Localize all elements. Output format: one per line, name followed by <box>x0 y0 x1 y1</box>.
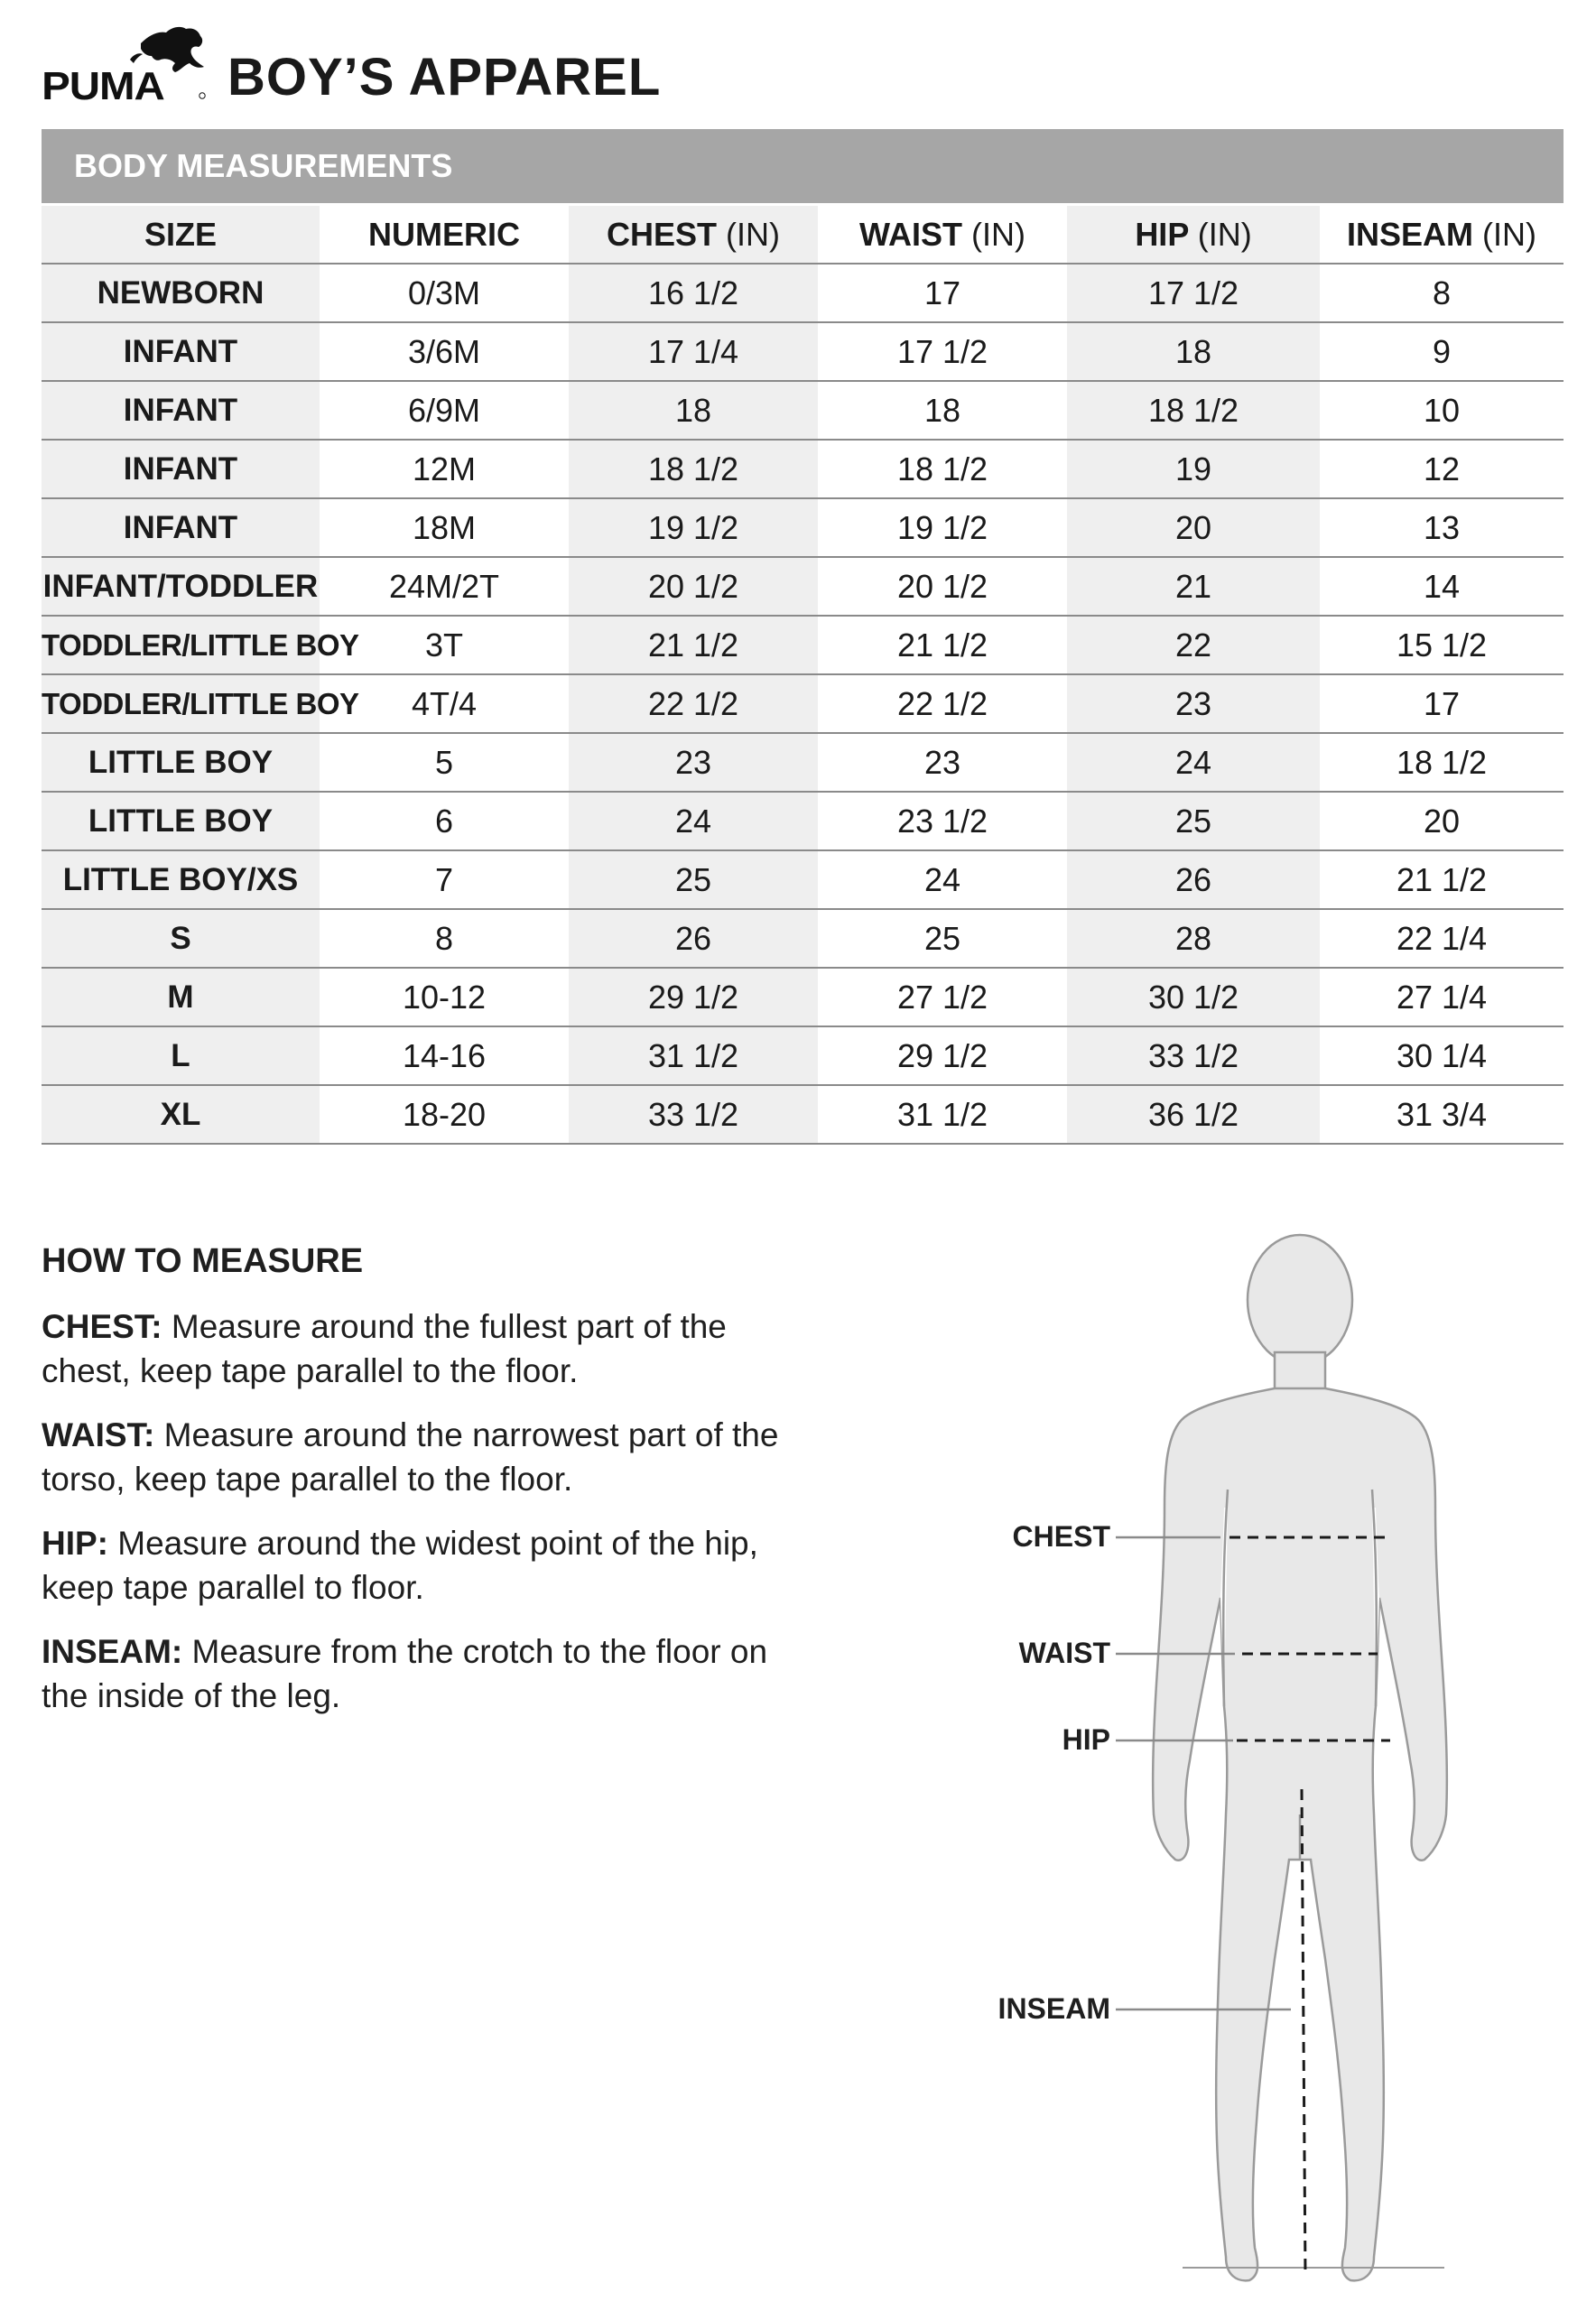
hip-label: HIP <box>1062 1723 1110 1756</box>
measurement-cell: 21 1/2 <box>818 616 1067 674</box>
size-cell: S <box>42 909 320 968</box>
measure-description: Measure around the widest point of the hip, keep tape parallel to floor. <box>42 1525 758 1606</box>
measurement-cell: 20 1/2 <box>818 557 1067 616</box>
measurement-cell: 21 <box>1067 557 1320 616</box>
measurement-cell: 18 1/2 <box>1320 733 1564 792</box>
table-row <box>42 616 1564 674</box>
body-measurement-figure <box>939 1237 1480 2293</box>
column-header <box>1320 206 1564 264</box>
size-cell: INFANT <box>42 440 320 498</box>
measure-instruction <box>42 1629 800 1718</box>
measure-term: HIP: <box>42 1525 108 1562</box>
column-header <box>320 206 569 264</box>
size-cell: INFANT <box>42 322 320 381</box>
size-cell: LITTLE BOY <box>42 733 320 792</box>
column-header-unit: (IN) <box>1482 215 1536 253</box>
measurement-cell: 18 1/2 <box>1067 381 1320 440</box>
table-row <box>42 968 1564 1026</box>
measure-term: WAIST: <box>42 1416 155 1453</box>
measurement-cell: 14-16 <box>320 1026 569 1085</box>
measurement-cell: 3/6M <box>320 322 569 381</box>
measurement-cell: 3T <box>320 616 569 674</box>
measurement-cell: 20 <box>1320 792 1564 850</box>
measurement-cell: 20 1/2 <box>569 557 818 616</box>
measure-instruction <box>42 1521 800 1610</box>
measure-term: CHEST: <box>42 1308 162 1345</box>
measurement-cell: 8 <box>1320 264 1564 322</box>
measurement-cell: 6/9M <box>320 381 569 440</box>
measurement-cell: 17 1/2 <box>1067 264 1320 322</box>
measurement-cell: 28 <box>1067 909 1320 968</box>
column-header-label: WAIST <box>859 215 962 253</box>
measurement-cell: 26 <box>569 909 818 968</box>
column-header-label: NUMERIC <box>368 215 520 253</box>
table-row <box>42 733 1564 792</box>
measurement-cell: 12M <box>320 440 569 498</box>
measurement-cell: 18 <box>569 381 818 440</box>
size-cell: M <box>42 968 320 1026</box>
table-row <box>42 1085 1564 1144</box>
measurement-cell: 18 <box>818 381 1067 440</box>
measurement-cell: 15 1/2 <box>1320 616 1564 674</box>
body-silhouette-illustration <box>939 1237 1480 2293</box>
measurement-cell: 9 <box>1320 322 1564 381</box>
measurement-cell: 31 1/2 <box>569 1026 818 1085</box>
measurement-cell: 18 1/2 <box>818 440 1067 498</box>
column-header-label: INSEAM <box>1346 215 1473 253</box>
measure-description: Measure around the fullest part of the chest, keep tape parallel to the floor. <box>42 1308 727 1389</box>
measure-description: Measure from the crotch to the floor on the inside of the leg. <box>42 1633 768 1714</box>
measurement-cell: 6 <box>320 792 569 850</box>
table-row <box>42 322 1564 381</box>
measure-instruction <box>42 1304 800 1393</box>
measurement-cell: 23 <box>818 733 1067 792</box>
size-cell: NEWBORN <box>42 264 320 322</box>
table-row <box>42 850 1564 909</box>
measurement-cell: 22 1/2 <box>818 674 1067 733</box>
measurement-cell: 18 1/2 <box>569 440 818 498</box>
measurement-cell: 20 <box>1067 498 1320 557</box>
measurement-cell: 18 <box>1067 322 1320 381</box>
measurement-cell: 26 <box>1067 850 1320 909</box>
column-header-unit: (IN) <box>971 215 1025 253</box>
measurement-cell: 33 1/2 <box>569 1085 818 1144</box>
column-header-label: CHEST <box>606 215 717 253</box>
measurement-cell: 18M <box>320 498 569 557</box>
measurement-cell: 25 <box>818 909 1067 968</box>
measurement-cell: 17 <box>818 264 1067 322</box>
measurement-cell: 30 1/2 <box>1067 968 1320 1026</box>
measurement-cell: 4T/4 <box>320 674 569 733</box>
column-header-label: HIP <box>1135 215 1189 253</box>
page-title: BOY’S APPAREL <box>227 48 662 107</box>
column-header-unit: (IN) <box>726 215 780 253</box>
table-row <box>42 498 1564 557</box>
table-header-row <box>42 206 1564 264</box>
measurement-cell: 10-12 <box>320 968 569 1026</box>
measurement-cell: 29 1/2 <box>569 968 818 1026</box>
puma-wordmark: PUMA <box>42 63 164 108</box>
inseam-label: INSEAM <box>998 1992 1110 2025</box>
measurement-cell: 24 <box>818 850 1067 909</box>
measurement-cell: 10 <box>1320 381 1564 440</box>
measurement-cell: 29 1/2 <box>818 1026 1067 1085</box>
column-header <box>1067 206 1320 264</box>
measurement-cell: 19 1/2 <box>818 498 1067 557</box>
size-cell: XL <box>42 1085 320 1144</box>
measurement-cell: 17 <box>1320 674 1564 733</box>
measurement-cell: 22 <box>1067 616 1320 674</box>
column-header <box>42 206 320 264</box>
table-row <box>42 264 1564 322</box>
measurement-cell: 31 3/4 <box>1320 1085 1564 1144</box>
size-cell: INFANT <box>42 498 320 557</box>
inseam-dash-line <box>1302 1789 1305 2275</box>
measurement-cell: 25 <box>569 850 818 909</box>
measurement-cell: 7 <box>320 850 569 909</box>
measurement-cell: 13 <box>1320 498 1564 557</box>
size-cell: LITTLE BOY <box>42 792 320 850</box>
column-header <box>818 206 1067 264</box>
size-cell: L <box>42 1026 320 1085</box>
measurement-cell: 23 <box>569 733 818 792</box>
size-cell: INFANT/TODDLER <box>42 557 320 616</box>
table-row <box>42 381 1564 440</box>
measurement-cell: 23 <box>1067 674 1320 733</box>
measurement-cell: 25 <box>1067 792 1320 850</box>
measurement-cell: 24 <box>1067 733 1320 792</box>
table-row <box>42 557 1564 616</box>
puma-logo <box>40 23 211 108</box>
measure-term: INSEAM: <box>42 1633 183 1670</box>
measurement-cell: 8 <box>320 909 569 968</box>
size-cell: TODDLER/LITTLE BOY <box>42 616 320 674</box>
how-to-measure-section <box>42 1242 800 1738</box>
measurement-cell: 27 1/4 <box>1320 968 1564 1026</box>
measure-instruction <box>42 1413 800 1501</box>
measurement-cell: 21 1/2 <box>569 616 818 674</box>
measurement-cell: 24 <box>569 792 818 850</box>
body-silhouette <box>1153 1235 1447 2280</box>
table-row <box>42 1026 1564 1085</box>
measurement-cell: 17 1/2 <box>818 322 1067 381</box>
measurement-cell: 19 <box>1067 440 1320 498</box>
measurement-cell: 12 <box>1320 440 1564 498</box>
table-row <box>42 792 1564 850</box>
size-chart-table <box>42 206 1564 1145</box>
measurement-cell: 17 1/4 <box>569 322 818 381</box>
how-to-measure-title: HOW TO MEASURE <box>42 1242 364 1280</box>
measurement-cell: 19 1/2 <box>569 498 818 557</box>
measurement-cell: 30 1/4 <box>1320 1026 1564 1085</box>
size-cell: LITTLE BOY/XS <box>42 850 320 909</box>
measurement-cell: 23 1/2 <box>818 792 1067 850</box>
measurement-cell: 5 <box>320 733 569 792</box>
column-header-unit: (IN) <box>1197 215 1252 253</box>
measurement-cell: 22 1/4 <box>1320 909 1564 968</box>
measurement-cell: 24M/2T <box>320 557 569 616</box>
measure-description: Measure around the narrowest part of the torso, keep tape parallel to the floor. <box>42 1416 779 1498</box>
column-header-label: SIZE <box>144 215 217 253</box>
section-title-bar: BODY MEASUREMENTS <box>42 129 1564 203</box>
measurement-cell: 18-20 <box>320 1085 569 1144</box>
measurement-cell: 27 1/2 <box>818 968 1067 1026</box>
waist-label: WAIST <box>1018 1637 1110 1669</box>
chest-label: CHEST <box>1012 1520 1110 1553</box>
measurement-cell: 14 <box>1320 557 1564 616</box>
size-cell: INFANT <box>42 381 320 440</box>
table-row <box>42 909 1564 968</box>
size-cell: TODDLER/LITTLE BOY <box>42 674 320 733</box>
measurement-cell: 22 1/2 <box>569 674 818 733</box>
measurement-cell: 33 1/2 <box>1067 1026 1320 1085</box>
table-body <box>42 264 1564 1144</box>
measurement-cell: 31 1/2 <box>818 1085 1067 1144</box>
table-row <box>42 440 1564 498</box>
table-row <box>42 674 1564 733</box>
measurement-cell: 16 1/2 <box>569 264 818 322</box>
measurement-cell: 36 1/2 <box>1067 1085 1320 1144</box>
measurement-cell: 21 1/2 <box>1320 850 1564 909</box>
measurement-cell: 0/3M <box>320 264 569 322</box>
column-header <box>569 206 818 264</box>
